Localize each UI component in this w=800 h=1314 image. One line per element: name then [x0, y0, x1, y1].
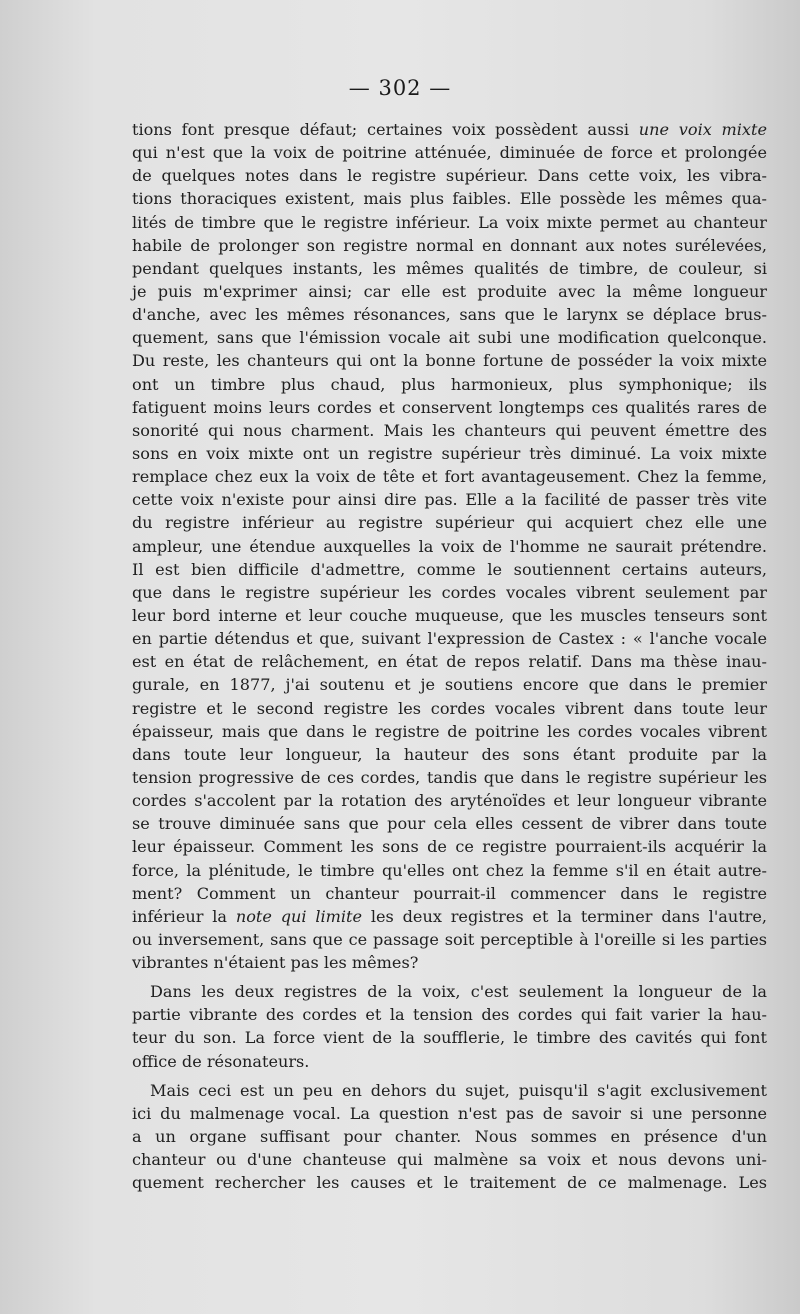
text-line — [132, 303, 767, 326]
text-segment: pendant quelques instants, les mêmes qualités de timbre, de couleur, si — [132, 258, 767, 278]
text-segment: quement, sans que l'émission vocale ait subi une modification quelconque. — [132, 328, 767, 348]
text-segment: remplace chez eux la voix de tête et fort avantageusement. Chez la femme, — [132, 467, 767, 487]
italic-text: une voix mixte — [638, 120, 767, 139]
text-line — [132, 743, 767, 766]
text-line — [132, 604, 767, 627]
text-line — [132, 211, 767, 234]
text-segment: a un organe suffisant pour chanter. Nous sommes en présence d'un — [132, 1127, 767, 1147]
text-segment: sonorité qui nous charment. Mais les chanteurs qui peuvent émettre des — [132, 420, 767, 440]
text-line — [132, 234, 767, 257]
text-line — [132, 349, 767, 372]
text-line — [132, 187, 767, 210]
text-line — [132, 558, 767, 581]
text-segment: teur du son. La force vient de la soufflerie, le timbre des cavités qui font — [132, 1028, 767, 1048]
text-segment: leur épaisseur. Comment les sons de ce registre pourraient-ils acquérir la — [132, 837, 767, 857]
text-segment: ici du malmenage vocal. La question n'est pas de savoir si une personne — [132, 1103, 767, 1123]
text-segment: registre et le second registre les cordes vocales vibrent dans toute leur — [132, 698, 767, 718]
text-segment: du registre inférieur au registre supérieur qui acquiert chez elle une — [132, 513, 767, 533]
text-line — [132, 1026, 767, 1049]
text-line — [132, 141, 767, 164]
text-segment: qui n'est que la voix de poitrine atténuée, diminuée de force et prolongée — [132, 143, 767, 163]
text-segment: Il est bien difficile d'admettre, comme le soutiennent certains auteurs, — [132, 559, 767, 579]
text-line — [132, 627, 767, 650]
text-line — [132, 488, 767, 511]
text-line — [132, 789, 767, 812]
text-segment: d'anche, avec les mêmes résonances, sans que le larynx se déplace brus- — [132, 305, 767, 325]
text-line — [132, 118, 767, 141]
text-line — [132, 164, 767, 187]
text-segment: leur bord interne et leur couche muqueuse, que les muscles tenseurs sont — [132, 605, 767, 625]
text-segment: cette voix n'existe pour ainsi dire pas. Elle a la facilité de passer très vite — [132, 490, 767, 510]
text-line — [132, 766, 767, 789]
text-segment: tions font presque défaut; certaines voix possèdent aussi — [132, 120, 639, 139]
text-line — [132, 673, 767, 696]
text-line — [132, 535, 767, 558]
text-segment: dans toute leur longueur, la hauteur des sons étant produite par la — [132, 744, 767, 764]
text-segment: que dans le registre supérieur les cordes vocales vibrent seulement par — [132, 582, 767, 602]
text-line — [132, 1125, 767, 1148]
text-segment: force, la plénitude, le timbre qu'elles ont chez la femme s'il en était autre- — [132, 860, 767, 880]
text-segment: partie vibrante des cordes et la tension des cordes qui fait varier la hau- — [132, 1005, 767, 1025]
text-segment: habile de prolonger son registre normal en donnant aux notes surélevées, — [132, 235, 767, 255]
text-segment: est en état de relâchement, en état de repos relatif. Dans ma thèse inau- — [132, 652, 767, 672]
text-line — [132, 1148, 767, 1171]
text-line — [132, 419, 767, 442]
text-segment: Du reste, les chanteurs qui ont la bonne fortune de posséder la voix mixte — [132, 351, 767, 371]
text-segment: quement rechercher les causes et le traitement de ce malmenage. Les — [132, 1173, 767, 1193]
text-line — [132, 905, 767, 928]
page-number-header: — 302 — — [348, 76, 452, 100]
text-line — [132, 812, 767, 835]
text-line — [132, 835, 767, 858]
text-segment: tension progressive de ces cordes, tandis que dans le registre supérieur les — [132, 767, 767, 787]
text-line — [132, 326, 767, 349]
text-line — [132, 1050, 767, 1073]
text-segment: vibrantes n'étaient pas les mêmes? — [132, 953, 419, 973]
text-segment: cordes s'accolent par la rotation des aryténoïdes et leur longueur vibrante — [132, 791, 767, 811]
text-line — [132, 1079, 767, 1102]
text-line — [132, 581, 767, 604]
text-line — [132, 951, 767, 974]
text-segment: en partie détendus et que, suivant l'expression de Castex : « l'anche vocale — [132, 629, 767, 649]
text-segment: ampleur, une étendue auxquelles la voix de l'homme ne saurait prétendre. — [132, 536, 767, 556]
text-line — [132, 280, 767, 303]
text-segment: chanteur ou d'une chanteuse qui malmène sa voix et nous devons uni- — [132, 1150, 767, 1170]
text-segment: se trouve diminuée sans que pour cela elles cessent de vibrer dans toute — [132, 814, 767, 834]
text-line — [132, 442, 767, 465]
text-line — [132, 1003, 767, 1026]
text-line — [132, 396, 767, 419]
text-line — [132, 928, 767, 951]
text-segment: sons en voix mixte ont un registre supérieur très diminué. La voix mixte — [132, 443, 767, 463]
text-line — [132, 882, 767, 905]
text-line — [132, 1171, 767, 1194]
text-segment: de quelques notes dans le registre supérieur. Dans cette voix, les vibra- — [132, 166, 767, 186]
text-segment: inférieur la — [132, 906, 236, 926]
text-segment: gurale, en 1877, j'ai soutenu et je soutiens encore que dans le premier — [132, 675, 767, 695]
text-segment: ont un timbre plus chaud, plus harmonieux, plus symphonique; ils — [132, 374, 767, 394]
text-segment: Mais ceci est un peu en dehors du sujet, puisqu'il s'agit exclusivement — [150, 1080, 767, 1100]
paragraph — [132, 1079, 767, 1195]
text-line — [132, 511, 767, 534]
text-line — [132, 650, 767, 673]
text-line — [132, 465, 767, 488]
text-segment: je puis m'exprimer ainsi; car elle est produite avec la même longueur — [132, 281, 767, 301]
text-segment: Dans les deux registres de la voix, c'est seulement la longueur de la — [150, 982, 767, 1002]
text-segment: ou inversement, sans que ce passage soit perceptible à l'oreille si les parties — [132, 929, 767, 949]
paragraph — [132, 980, 767, 1073]
text-segment: les deux registres et la terminer dans l'autre, — [362, 906, 768, 926]
text-segment: fatiguent moins leurs cordes et conservent longtemps ces qualités rares de — [132, 397, 767, 417]
text-segment: épaisseur, mais que dans le registre de poitrine les cordes vocales vibrent — [132, 721, 767, 741]
paragraph — [132, 118, 767, 974]
body-text — [132, 118, 767, 1194]
text-segment: office de résonateurs. — [132, 1051, 310, 1071]
text-line — [132, 257, 767, 280]
text-line — [132, 1102, 767, 1125]
text-line — [132, 980, 767, 1003]
text-segment: lités de timbre que le registre inférieur. La voix mixte permet au chanteur — [132, 212, 767, 232]
text-line — [132, 720, 767, 743]
italic-text: note qui limite — [235, 906, 363, 926]
text-line — [132, 697, 767, 720]
text-line — [132, 373, 767, 396]
text-segment: tions thoraciques existent, mais plus faibles. Elle possède les mêmes qua- — [132, 189, 767, 209]
text-segment: ment? Comment un chanteur pourrait-il commencer dans le registre — [132, 883, 767, 903]
text-line — [132, 859, 767, 882]
